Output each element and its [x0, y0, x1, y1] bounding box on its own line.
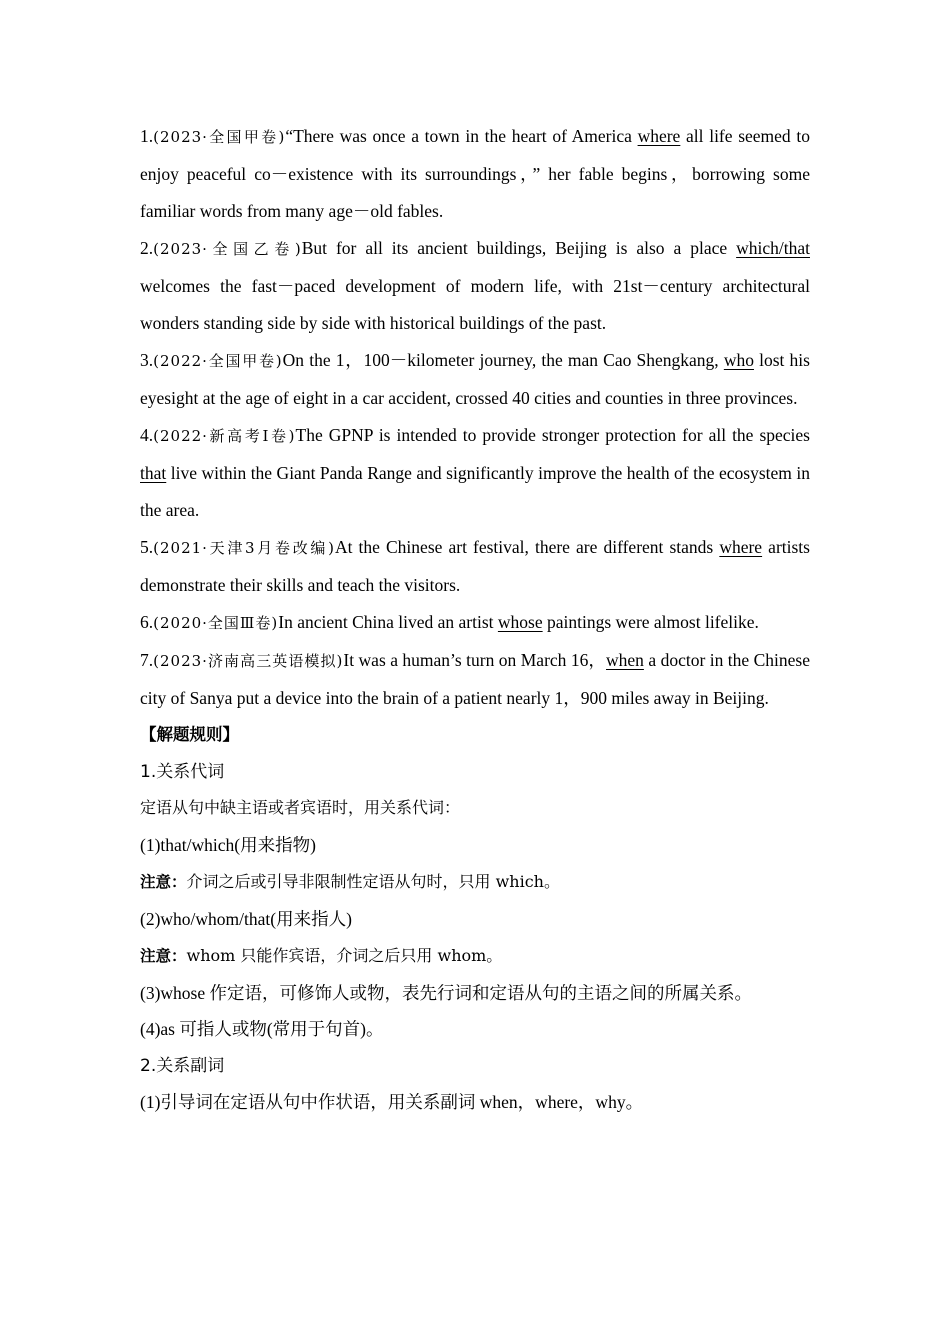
exercise-item-7 — [140, 642, 810, 717]
exercise-list — [140, 118, 810, 717]
answer-underlined: which/that — [736, 238, 810, 258]
rule-note — [140, 937, 810, 975]
item-number: 3. — [140, 350, 154, 370]
item-number: 2. — [140, 238, 154, 258]
rule-intro: 定语从句中缺主语或者宾语时，用关系代词： — [140, 798, 461, 817]
sentence-text: artists demonstrate their skills and teach the visitors. — [140, 537, 810, 595]
answer-underlined: that — [140, 463, 167, 483]
exercise-item-2 — [140, 230, 810, 342]
answer-underlined: where — [637, 126, 681, 146]
sentence-text: In ancient China lived an artist — [278, 612, 498, 632]
rule-item: (1)that/which(用来指物) — [140, 834, 316, 855]
exercise-item-6 — [140, 604, 810, 642]
note-text: whom 只能作宾语，介词之后只用 whom。 — [186, 946, 503, 965]
rule-note — [140, 863, 810, 901]
rule-item: (2)who/whom/that(用来指人) — [140, 908, 352, 929]
item-number: 6. — [140, 612, 154, 632]
section-heading-relative-adverbs: 2.关系副词 — [140, 1055, 225, 1076]
sentence-text: “There was once a town in the heart of America — [285, 126, 638, 146]
answer-underlined: where — [719, 537, 763, 557]
item-number: 5. — [140, 537, 154, 557]
source-label: (2020·全国Ⅲ卷) — [153, 614, 279, 632]
rules-section — [140, 717, 810, 1121]
source-label: (2022·新高考Ⅰ卷) — [153, 427, 296, 445]
item-number: 1. — [140, 126, 154, 146]
sentence-text: paintings were almost lifelike. — [542, 612, 759, 632]
exercise-item-4 — [140, 417, 810, 529]
sentence-text: live within the Giant Panda Range and significantly improve the health of the ecosystem in the area. — [140, 463, 810, 520]
source-label: (2022·全国甲卷) — [153, 352, 283, 370]
sentence-text: The GPNP is intended to provide stronger protection for all the species — [295, 425, 810, 445]
sentence-text: lost his eyesight at the age of eight in a car accident, crossed 40 cities and counties in three provinces. — [140, 350, 810, 408]
sentence-text: all life seemed to enjoy peaceful co－existence with its surroundings，” her fable begins，borrowing some familiar words from many age－old fables. — [140, 126, 810, 221]
item-number: 4. — [140, 425, 154, 445]
sentence-text: a doctor in the Chinese city of Sanya put a device into the brain of a patient nearly 1，900 miles away in Beijing. — [140, 650, 810, 708]
source-label: (2021·天津3月卷改编) — [153, 539, 335, 557]
note-label: 注意： — [140, 947, 187, 965]
rule-item: (1)引导词在定语从句中作状语，用关系副词 when，where，why。 — [140, 1092, 644, 1112]
exercise-item-1 — [140, 118, 810, 230]
sentence-text: It was a human’s turn on March 16， — [343, 650, 606, 670]
sentence-text: But for all its ancient buildings, Beijing is also a place — [301, 238, 737, 258]
sentence-text: welcomes the fast－paced development of modern life, with 21st－century architectural wonders standing side by side with historical buildings of the past. — [140, 276, 810, 333]
source-label: (2023·全国乙卷) — [153, 240, 302, 258]
exercise-item-5 — [140, 529, 810, 604]
answer-underlined: when — [606, 650, 644, 670]
note-text: 介词之后或引导非限制性定语从句时，只用 which。 — [186, 872, 560, 891]
exercise-item-3 — [140, 342, 810, 417]
rule-item: (4)as 可指人或物(常用于句首)。 — [140, 1019, 384, 1039]
note-label: 注意： — [140, 873, 187, 891]
sentence-text: On the 1，100－kilometer journey, the man Cao Shengkang, — [282, 350, 724, 370]
answer-underlined: whose — [497, 612, 543, 632]
rule-item: (3)whose 作定语，可修饰人或物，表先行词和定语从句的主语之间的所属关系。 — [140, 982, 752, 1003]
source-label: (2023·全国甲卷) — [153, 128, 286, 146]
sentence-text: At the Chinese art festival, there are different stands — [334, 537, 720, 557]
document-page — [140, 118, 810, 1121]
source-label: (2023·济南高三英语模拟) — [153, 652, 344, 670]
item-number: 7. — [140, 650, 154, 670]
section-heading-relative-pronouns: 1.关系代词 — [140, 761, 225, 782]
answer-underlined: who — [723, 350, 754, 370]
rules-heading: 【解题规则】 — [140, 725, 239, 744]
